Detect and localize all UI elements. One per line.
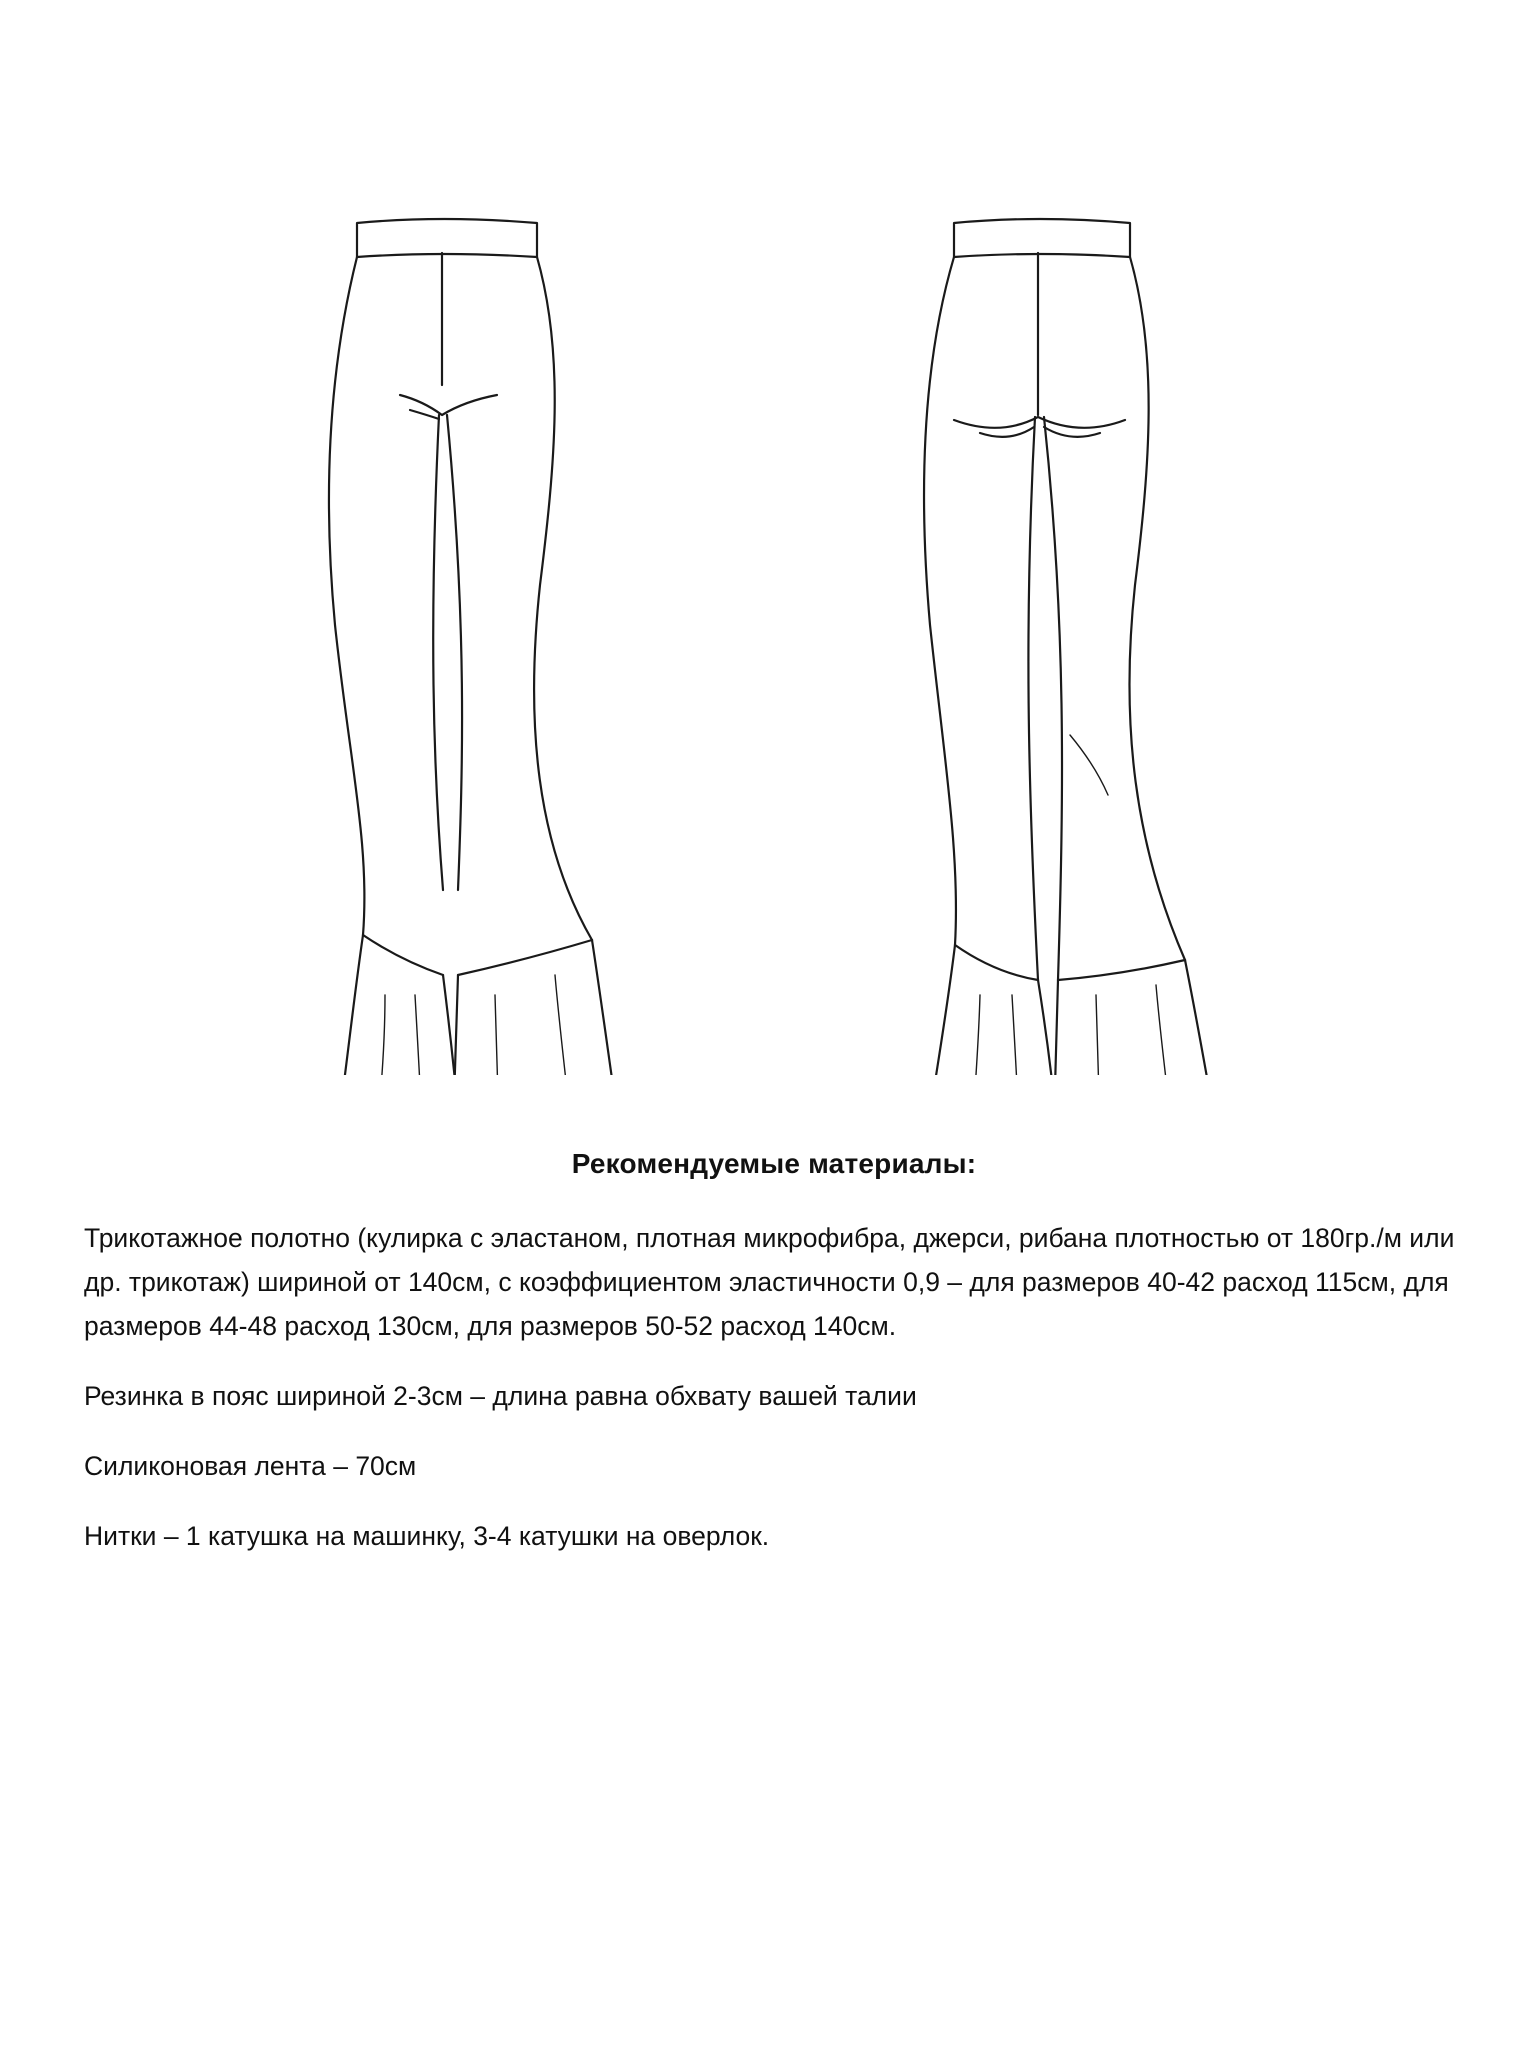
pants-back-sketch	[920, 205, 1260, 1075]
materials-section	[84, 1148, 1464, 1584]
pants-front-sketch	[315, 205, 655, 1075]
materials-fabric: Трикотажное полотно (кулирка с эластаном, плотная микрофибра, джерси, рибана плотностью от 180гр./м или др. трикотаж) шириной от 140см, с коэффициентом эластичности 0,9 – для размеров 40-42 расход 115см, для размеров 44-48 расход 130см, для размеров 50-52 расход 140см.	[84, 1223, 1455, 1341]
materials-title: Рекомендуемые материалы:	[571, 1148, 977, 1179]
materials-silicone-tape: Силиконовая лента – 70см	[84, 1451, 417, 1481]
materials-elastic: Резинка в пояс шириной 2-3см – длина равна обхвату вашей талии	[84, 1381, 917, 1411]
materials-threads: Нитки – 1 катушка на машинку, 3-4 катушки на оверлок.	[84, 1521, 770, 1551]
